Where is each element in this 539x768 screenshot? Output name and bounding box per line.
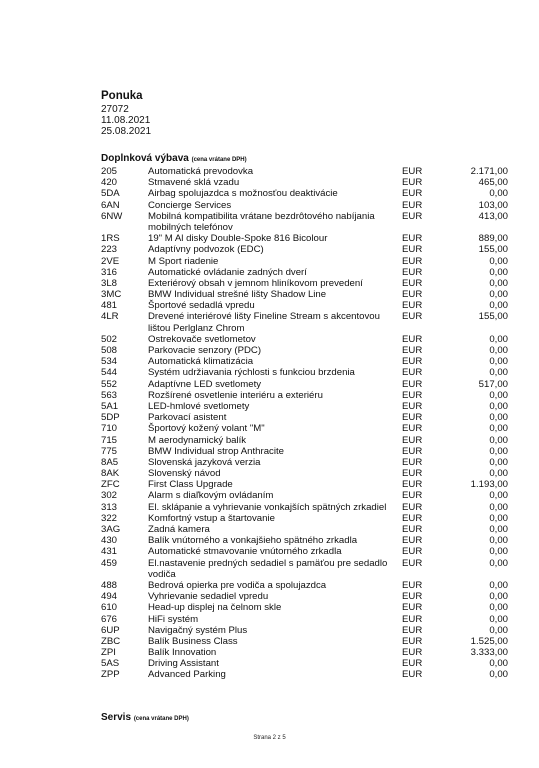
item-price: 3.333,00 [470, 647, 508, 659]
list-item [0, 177, 539, 188]
item-code: 1RS [101, 233, 120, 245]
item-description: M Sport riadenie [148, 255, 219, 267]
item-price: 0,00 [489, 546, 508, 558]
list-item [0, 267, 539, 278]
list-item [0, 636, 539, 647]
list-item [0, 446, 539, 457]
item-price: 103,00 [478, 199, 508, 211]
item-currency: EUR [402, 658, 423, 670]
item-description: Airbag spolujazdca s možnosťou deaktivácie [148, 188, 338, 200]
item-currency: EUR [402, 199, 423, 211]
section-title-optional-equipment [101, 153, 247, 164]
item-currency: EUR [402, 177, 423, 189]
item-description: HiFi systém [148, 613, 199, 625]
item-code: 715 [101, 434, 118, 446]
item-currency: EUR [402, 277, 423, 289]
item-currency: EUR [402, 445, 423, 457]
item-price: 0,00 [489, 389, 508, 401]
item-currency: EUR [402, 647, 423, 659]
item-description: Balík Innovation [148, 647, 217, 659]
item-price: 0,00 [489, 423, 508, 435]
item-description: El.nastavenie predných sedadiel s pamäťou pre sedadlo vodiča [148, 557, 388, 580]
item-code: 494 [101, 591, 118, 603]
item-description: M aerodynamický balík [148, 434, 247, 446]
item-code: 481 [101, 300, 118, 312]
item-description: Automatické ovládanie zadných dverí [148, 266, 307, 278]
item-code: ZPI [101, 647, 116, 659]
item-currency: EUR [402, 669, 423, 681]
list-item [0, 457, 539, 468]
item-code: 3L8 [101, 277, 118, 289]
item-price: 0,00 [489, 300, 508, 312]
meta-row-calc-number [0, 104, 200, 115]
item-code: 302 [101, 490, 118, 502]
item-description: Automatická prevodovka [148, 166, 254, 177]
item-description: Alarm s diaľkovým ovládaním [148, 490, 274, 502]
list-item [0, 412, 539, 423]
item-price: 1.193,00 [470, 479, 508, 491]
item-currency: EUR [402, 602, 423, 614]
item-price: 413,00 [478, 210, 508, 222]
list-item [0, 390, 539, 401]
item-price: 0,00 [489, 524, 508, 536]
list-item [0, 669, 539, 680]
list-item [0, 502, 539, 513]
item-price: 0,00 [489, 345, 508, 357]
item-code: 420 [101, 177, 118, 189]
item-code: 488 [101, 579, 118, 591]
item-price: 0,00 [489, 602, 508, 614]
item-code: 5DA [101, 188, 120, 200]
list-item [0, 546, 539, 557]
item-price: 0,00 [489, 356, 508, 368]
item-description: Automatické stmavovanie vnútorného zrkadla [148, 546, 342, 558]
item-code: 430 [101, 535, 118, 547]
item-price: 0,00 [489, 512, 508, 524]
item-description: Ostrekovače svetlometov [148, 333, 256, 345]
meta-value: 27072 [101, 104, 129, 115]
item-currency: EUR [402, 501, 423, 513]
item-description: Vyhrievanie sedadiel vpredu [148, 591, 269, 603]
item-price: 0,00 [489, 557, 508, 569]
item-currency: EUR [402, 635, 423, 647]
item-code: 8A5 [101, 456, 119, 468]
item-description: Stmavené sklá vzadu [148, 177, 240, 189]
meta-value: 11.08.2021 [101, 115, 151, 126]
item-description: Parkovacie senzory (PDC) [148, 345, 262, 357]
item-price: 0,00 [489, 535, 508, 547]
item-currency: EUR [402, 233, 423, 245]
item-price: 0,00 [489, 277, 508, 289]
item-description: Balík Business Class [148, 635, 238, 647]
list-item [0, 334, 539, 345]
item-currency: EUR [402, 624, 423, 636]
item-code: 6NW [101, 210, 123, 222]
list-item [0, 166, 539, 177]
list-item [0, 300, 539, 311]
item-code: 4LR [101, 311, 119, 323]
item-currency: EUR [402, 456, 423, 468]
list-item [0, 580, 539, 591]
item-currency: EUR [402, 400, 423, 412]
item-description: Športový kožený volant "M" [148, 423, 265, 435]
item-code: ZPP [101, 669, 120, 681]
item-code: 8AK [101, 468, 120, 480]
list-item [0, 490, 539, 501]
item-description: Navigačný systém Plus [148, 624, 248, 636]
item-currency: EUR [402, 188, 423, 200]
item-price: 0,00 [489, 445, 508, 457]
item-code: 534 [101, 356, 118, 368]
item-currency: EUR [402, 166, 423, 177]
item-description: Komfortný vstup a štartovanie [148, 512, 275, 524]
item-currency: EUR [402, 389, 423, 401]
equipment-list [0, 166, 539, 681]
item-code: 459 [101, 557, 118, 569]
item-description: Zadná kamera [148, 524, 210, 536]
list-item [0, 423, 539, 434]
list-item [0, 379, 539, 390]
item-code: 205 [101, 166, 118, 177]
item-description: Športové sedadlá vpredu [148, 300, 255, 312]
item-price: 0,00 [489, 412, 508, 424]
item-currency: EUR [402, 378, 423, 390]
item-price: 0,00 [489, 658, 508, 670]
item-currency: EUR [402, 244, 423, 256]
meta-value: 25.08.2021 [101, 126, 152, 137]
item-price: 1.525,00 [470, 635, 508, 647]
meta-row-date [0, 115, 200, 126]
item-description: Mobilná kompatibilita vrátane bezdrôtového nabíjania mobilných telefónov [148, 210, 375, 233]
item-description: Slovenský návod [148, 468, 221, 480]
list-item [0, 524, 539, 535]
item-description: Concierge Services [148, 199, 232, 211]
item-description: 19" M Al disky Double-Spoke 816 Bicolour [148, 233, 328, 245]
list-item [0, 345, 539, 356]
item-description: El. sklápanie a vyhrievanie vonkajších spätných zrkadiel [148, 501, 387, 513]
item-code: 775 [101, 445, 118, 457]
item-code: 322 [101, 512, 118, 524]
item-code: 676 [101, 613, 118, 625]
section-title-text: Servis [101, 712, 132, 723]
item-description: Systém udržiavania rýchlosti s funkciou brzdenia [148, 367, 355, 379]
list-item [0, 356, 539, 367]
item-currency: EUR [402, 591, 423, 603]
list-item [0, 468, 539, 479]
item-code: 5A1 [101, 400, 119, 412]
list-item [0, 658, 539, 669]
item-currency: EUR [402, 289, 423, 301]
item-code: 544 [101, 367, 118, 379]
list-item [0, 311, 539, 333]
list-item [0, 200, 539, 211]
item-price: 0,00 [489, 579, 508, 591]
item-description: Exteriérový obsah v jemnom hliníkovom prevedení [148, 277, 363, 289]
item-description: Adaptívne LED svetlomety [148, 378, 262, 390]
section-title-service [101, 712, 189, 723]
item-price: 0,00 [489, 591, 508, 603]
item-price: 0,00 [489, 367, 508, 379]
item-price: 0,00 [489, 434, 508, 446]
item-currency: EUR [402, 546, 423, 558]
item-price: 155,00 [478, 244, 508, 256]
item-price: 0,00 [489, 289, 508, 301]
item-price: 155,00 [478, 311, 508, 323]
item-code: 316 [101, 266, 118, 278]
list-item [0, 435, 539, 446]
item-code: ZBC [101, 635, 121, 647]
item-code: 5DP [101, 412, 120, 424]
item-code: ZFC [101, 479, 120, 491]
list-item [0, 558, 539, 580]
page-title: Ponuka [101, 90, 143, 102]
item-currency: EUR [402, 423, 423, 435]
item-currency: EUR [402, 557, 423, 569]
item-price: 0,00 [489, 333, 508, 345]
item-description: BMW Individual strešné lišty Shadow Line [148, 289, 327, 301]
list-item [0, 289, 539, 300]
item-currency: EUR [402, 512, 423, 524]
item-code: 3AG [101, 524, 121, 536]
item-code: 610 [101, 602, 118, 614]
list-item [0, 244, 539, 255]
list-item [0, 535, 539, 546]
item-code: 6UP [101, 624, 120, 636]
item-code: 3MC [101, 289, 122, 301]
item-price: 889,00 [478, 233, 508, 245]
item-currency: EUR [402, 468, 423, 480]
item-description: Driving Assistant [148, 658, 219, 670]
list-item [0, 647, 539, 658]
item-description: Parkovací asistent [148, 412, 227, 424]
list-item [0, 278, 539, 289]
item-code: 563 [101, 389, 118, 401]
item-currency: EUR [402, 356, 423, 368]
item-description: LED-hmlové svetlomety [148, 400, 250, 412]
item-price: 0,00 [489, 490, 508, 502]
item-description: Rozšírené osvetlenie interiéru a exteriéru [148, 389, 323, 401]
item-currency: EUR [402, 434, 423, 446]
list-item [0, 211, 539, 233]
item-currency: EUR [402, 579, 423, 591]
item-currency: EUR [402, 210, 423, 222]
item-description: Advanced Parking [148, 669, 226, 681]
list-item [0, 614, 539, 625]
item-price: 465,00 [478, 177, 508, 189]
item-code: 502 [101, 333, 118, 345]
list-item [0, 256, 539, 267]
list-item [0, 367, 539, 378]
list-item [0, 602, 539, 613]
item-price: 0,00 [489, 613, 508, 625]
item-price: 0,00 [489, 255, 508, 267]
item-description: Automatická klimatizácia [148, 356, 254, 368]
page-footer: Strana 2 z 5 [253, 735, 286, 741]
section-subtitle: (cena vrátane DPH) [133, 716, 189, 722]
item-description: Drevené interiérové lišty Fineline Stream s akcentovou lištou Perlglanz Chrom [148, 311, 380, 334]
item-description: First Class Upgrade [148, 479, 233, 491]
item-currency: EUR [402, 412, 423, 424]
item-price: 0,00 [489, 468, 508, 480]
item-code: 431 [101, 546, 118, 558]
item-description: Head-up displej na čelnom skle [148, 602, 282, 614]
item-price: 2.171,00 [470, 166, 508, 177]
item-currency: EUR [402, 490, 423, 502]
list-item [0, 479, 539, 490]
item-price: 0,00 [489, 456, 508, 468]
item-currency: EUR [402, 255, 423, 267]
list-item [0, 625, 539, 636]
item-description: BMW Individual strop Anthracite [148, 445, 284, 457]
item-currency: EUR [402, 613, 423, 625]
section-title-text: Doplnková výbava [101, 153, 189, 164]
meta-row-valid-until [0, 126, 200, 137]
item-price: 517,00 [478, 378, 508, 390]
item-code: 552 [101, 378, 118, 390]
list-item [0, 401, 539, 412]
item-currency: EUR [402, 311, 423, 323]
item-currency: EUR [402, 266, 423, 278]
list-item [0, 188, 539, 199]
item-price: 0,00 [489, 501, 508, 513]
item-code: 6AN [101, 199, 120, 211]
item-code: 508 [101, 345, 118, 357]
item-currency: EUR [402, 333, 423, 345]
item-currency: EUR [402, 479, 423, 491]
item-price: 0,00 [489, 624, 508, 636]
list-item [0, 591, 539, 602]
item-price: 0,00 [489, 266, 508, 278]
item-currency: EUR [402, 300, 423, 312]
list-item [0, 233, 539, 244]
item-currency: EUR [402, 535, 423, 547]
item-description: Bedrová opierka pre vodiča a spolujazdca [148, 579, 327, 591]
item-description: Adaptívny podvozok (EDC) [148, 244, 264, 256]
section-subtitle: (cena vrátane DPH) [191, 157, 247, 163]
item-code: 313 [101, 501, 118, 513]
item-price: 0,00 [489, 669, 508, 681]
item-description: Balík vnútorného a vonkajšieho spätného zrkadla [148, 535, 358, 547]
item-code: 223 [101, 244, 118, 256]
item-code: 710 [101, 423, 118, 435]
list-item [0, 513, 539, 524]
item-code: 2VE [101, 255, 120, 267]
item-currency: EUR [402, 367, 423, 379]
item-price: 0,00 [489, 400, 508, 412]
item-price: 0,00 [489, 188, 508, 200]
item-currency: EUR [402, 524, 423, 536]
item-currency: EUR [402, 345, 423, 357]
item-code: 5AS [101, 658, 120, 670]
item-description: Slovenská jazyková verzia [148, 456, 261, 468]
